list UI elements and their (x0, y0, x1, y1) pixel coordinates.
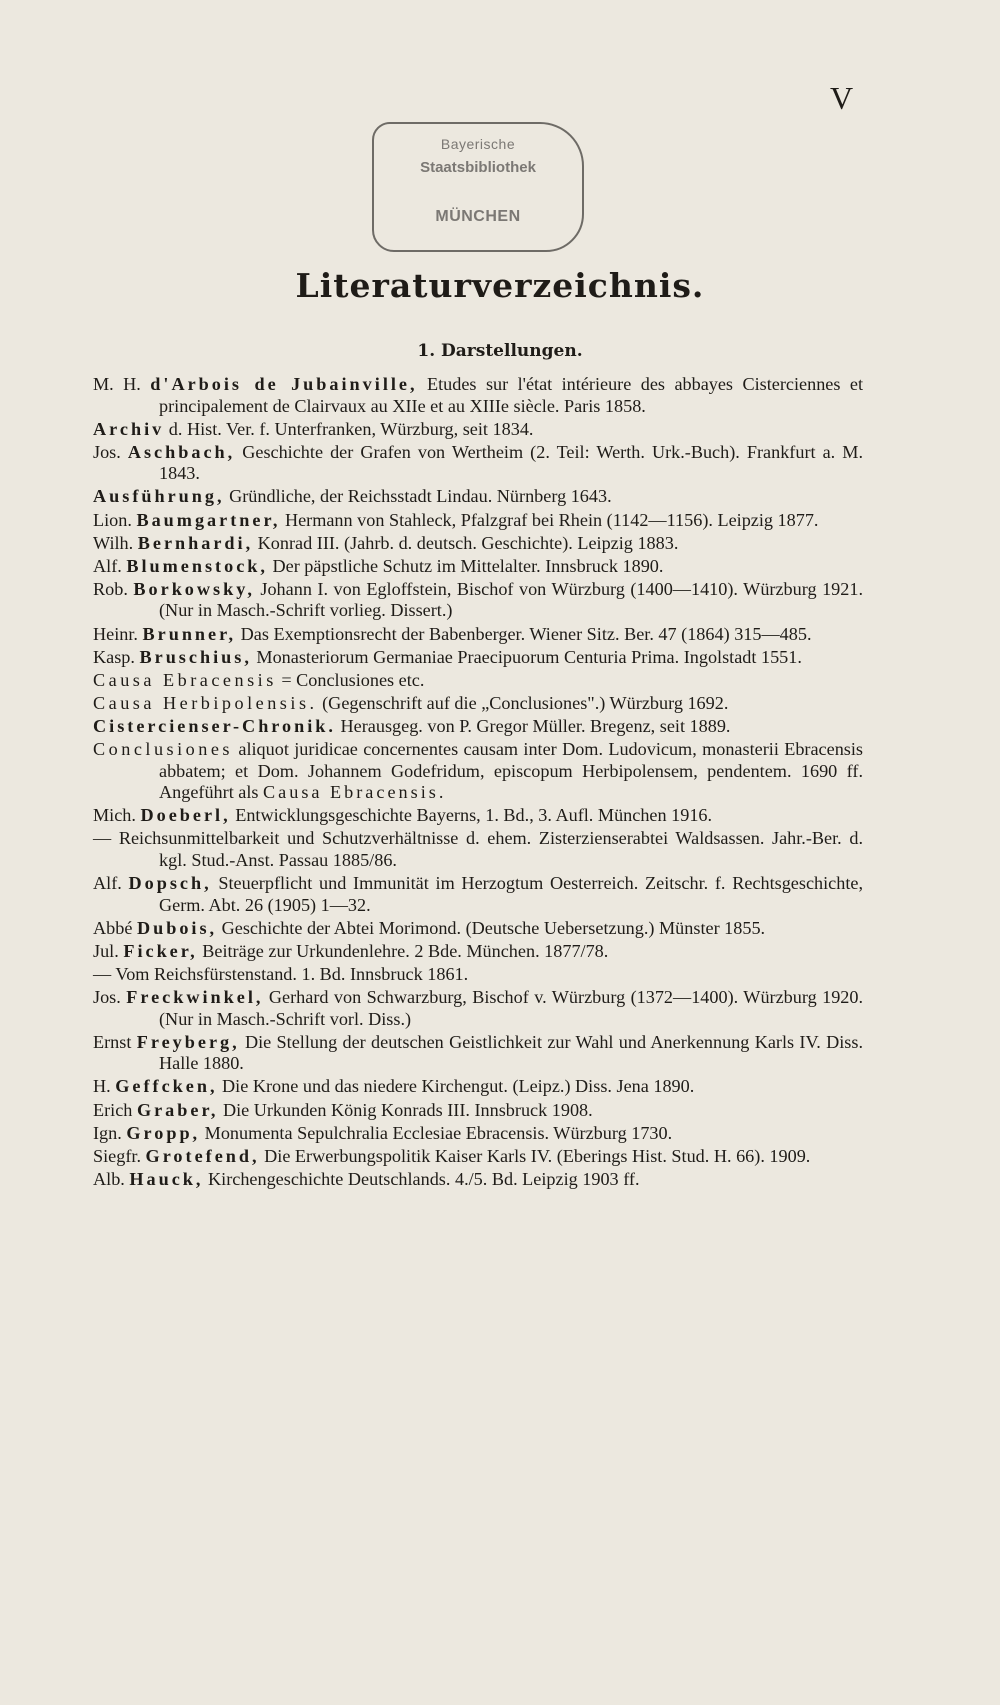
bibliography-entry (93, 918, 863, 940)
entry-text: Die Urkunden König Konrads III. Innsbruck 1908. (222, 1099, 593, 1120)
stamp-line-3: MÜNCHEN (435, 208, 521, 225)
entry-first-name: — (93, 963, 112, 984)
bibliography-entry (93, 1169, 863, 1191)
entry-author: Ficker, (123, 940, 198, 961)
bibliography-entry (93, 647, 863, 669)
bibliography-entry (93, 964, 863, 986)
bibliography-list (93, 374, 863, 1190)
entry-text: Vom Reichsfürstenstand. 1. Bd. Innsbruck 1861. (115, 963, 469, 984)
bibliography-entry (93, 873, 863, 916)
entry-author: Grotefend, (145, 1145, 260, 1166)
entry-text: Beiträge zur Urkundenlehre. 2 Bde. München. 1877/78. (202, 940, 609, 961)
entry-author: Dopsch, (128, 873, 212, 894)
page-number: V (830, 80, 855, 116)
bibliography-entry (93, 739, 863, 804)
entry-first-name: M. H. (93, 374, 141, 394)
entry-author: Ausführung, (93, 486, 225, 507)
bibliography-entry (93, 1032, 863, 1075)
entry-author: Conclusiones (93, 739, 234, 759)
entry-author: Cistercienser-Chronik. (93, 715, 336, 736)
bibliography-entry (93, 624, 863, 646)
entry-first-name: Jos. (93, 441, 121, 462)
entry-author: Bruschius, (139, 646, 252, 667)
entry-first-name: Abbé (93, 917, 133, 938)
bibliography-entry (93, 533, 863, 555)
entry-text: Die Krone und das niedere Kirchengut. (Leipz.) Diss. Jena 1890. (222, 1076, 695, 1097)
entry-text: Monumenta Sepulchralia Ecclesiae Ebracensis. Würzburg 1730. (204, 1122, 673, 1143)
entry-author: Hauck, (129, 1168, 204, 1189)
bibliography-entry (93, 987, 863, 1030)
entry-first-name: Jos. (93, 987, 121, 1008)
bibliography-entry (93, 716, 863, 738)
entry-first-name: Siegfr. (93, 1145, 141, 1166)
entry-author: Dubois, (136, 917, 218, 938)
bibliography-entry (93, 486, 863, 508)
entry-text: Herausgeg. von P. Gregor Müller. Bregenz, seit 1889. (340, 715, 731, 736)
bibliography-entry (93, 693, 863, 715)
entry-text: d. Hist. Ver. f. Unterfranken, Würzburg, seit 1834. (168, 418, 534, 439)
entry-first-name: Alf. (93, 555, 122, 576)
bibliography-entry (93, 1146, 863, 1168)
page-title: Literaturverzeichnis. (295, 266, 705, 305)
entry-text: Konrad III. (Jahrb. d. deutsch. Geschichte). Leipzig 1883. (257, 532, 679, 553)
entry-text: Hermann von Stahleck, Pfalzgraf bei Rhein (1142—1156). Leipzig 1877. (284, 509, 819, 530)
entry-text: Etudes sur l'état intérieure des abbayes Cisterciennes et principalement de Clairvaux au XIIe et au XIIIe siècle. Paris 1858. (159, 374, 864, 416)
entry-author: Causa Ebracensis (93, 669, 277, 690)
entry-text: Die Erwerbungspolitik Kaiser Karls IV. (Eberings Hist. Stud. H. 66). 1909. (264, 1145, 811, 1166)
entry-author: Bernhardi, (137, 532, 254, 553)
entry-author: Borkowsky, (133, 578, 255, 599)
stamp-line-2: Staatsbibliothek (420, 159, 536, 176)
bibliography-entry (93, 941, 863, 963)
library-stamp (372, 122, 584, 252)
entry-author: Doeberl, (140, 805, 231, 826)
entry-first-name: Ernst (93, 1031, 132, 1052)
entry-first-name: Alf. (93, 873, 122, 894)
entry-author: Causa Herbipolensis. (93, 692, 318, 713)
entry-first-name: Kasp. (93, 646, 135, 667)
entry-author: Baumgartner, (136, 509, 281, 530)
entry-first-name: Ign. (93, 1122, 122, 1143)
entry-reference: Causa Ebracensis. (263, 782, 447, 803)
entry-text: Johann I. von Egloffstein, Bischof von Würzburg (1400—1410). Würzburg 1921. (Nur in Masch.-Schrift vorlieg. Dissert.) (159, 578, 863, 621)
entry-first-name: Erich (93, 1099, 133, 1120)
bibliography-entry (93, 670, 863, 692)
entry-first-name: Heinr. (93, 623, 138, 644)
bibliography-entry (93, 1076, 863, 1098)
entry-author: Freckwinkel, (126, 987, 264, 1008)
entry-author: Gropp, (126, 1122, 201, 1143)
bibliography-entry (93, 442, 863, 485)
entry-text: Monasteriorum Germaniae Praecipuorum Centuria Prima. Ingolstadt 1551. (256, 646, 802, 667)
entry-author: d'Arbois de Jubainville, (150, 374, 418, 394)
bibliography-entry (93, 828, 863, 871)
entry-text: aliquot juridicae concernentes causam inter Dom. Ludovicum, monasterii Ebracensis abbatem; et Dom. Johannem Godefridum, episcopum Herbipolensem, pendentem. 1690 ff. Angeführt als (159, 739, 864, 803)
entry-text: Entwicklungsgeschichte Bayerns, 1. Bd., 3. Aufl. München 1916. (235, 805, 713, 826)
entry-first-name: Wilh. (93, 532, 134, 553)
entry-author: Graber, (136, 1099, 219, 1120)
stamp-line-1: Bayerische (440, 136, 516, 152)
entry-text: Gründliche, der Reichsstadt Lindau. Nürnberg 1643. (229, 486, 612, 507)
entry-author: Brunner, (142, 623, 237, 644)
entry-first-name: Jul. (93, 940, 119, 961)
entry-text: Geschichte der Abtei Morimond. (Deutsche Uebersetzung.) Münster 1855. (221, 917, 766, 938)
entry-first-name: Lion. (93, 509, 132, 530)
entry-first-name: — (93, 828, 112, 849)
entry-author: Archiv (93, 418, 165, 439)
bibliography-entry (93, 1123, 863, 1145)
entry-text: = Conclusiones etc. (281, 669, 425, 690)
entry-author: Blumenstock, (126, 555, 268, 576)
entry-first-name: H. (93, 1076, 111, 1097)
entry-author: Geffcken, (115, 1076, 218, 1097)
entry-text: Kirchengeschichte Deutschlands. 4./5. Bd. Leipzig 1903 ff. (208, 1168, 640, 1189)
bibliography-entry (93, 374, 863, 417)
bibliography-entry (93, 579, 863, 622)
entry-author: Aschbach, (127, 441, 236, 462)
entry-first-name: Alb. (93, 1168, 125, 1189)
section-heading: 1. Darstellungen. (417, 341, 583, 361)
bibliography-entry (93, 510, 863, 532)
bibliography-entry (93, 805, 863, 827)
entry-author: Freyberg, (136, 1031, 240, 1052)
entry-text: Der päpstliche Schutz im Mittelalter. Innsbruck 1890. (272, 555, 664, 576)
entry-text: Reichsunmittelbarkeit und Schutzverhältnisse d. ehem. Zisterzienserabtei Waldsassen. Jahr.-Ber. d. kgl. Stud.-Anst. Passau 1885/86. (118, 828, 863, 870)
bibliography-entry (93, 1100, 863, 1122)
entry-first-name: Mich. (93, 805, 136, 826)
entry-text: Die Stellung der deutschen Geistlichkeit zur Wahl und Anerkennung Karls IV. Diss. Halle 1880. (159, 1031, 864, 1074)
entry-text: Gerhard von Schwarzburg, Bischof v. Würzburg (1372—1400). Würzburg 1920. (Nur in Masch.-Schrift vorl. Diss.) (159, 987, 864, 1029)
bibliography-entry (93, 419, 863, 441)
entry-text: (Gegenschrift auf die „Conclusiones".) Würzburg 1692. (322, 692, 729, 713)
entry-text: Das Exemptionsrecht der Babenberger. Wiener Sitz. Ber. 47 (1864) 315—485. (240, 623, 812, 644)
entry-text: Steuerpflicht und Immunität im Herzogtum Oesterreich. Zeitschr. f. Rechtsgeschichte, Germ. Abt. 26 (1905) 1—32. (159, 873, 863, 915)
entry-text: Geschichte der Grafen von Wertheim (2. Teil: Werth. Urk.-Buch). Frankfurt a. M. 1843. (159, 441, 863, 484)
bibliography-entry (93, 556, 863, 578)
entry-first-name: Rob. (93, 578, 128, 599)
